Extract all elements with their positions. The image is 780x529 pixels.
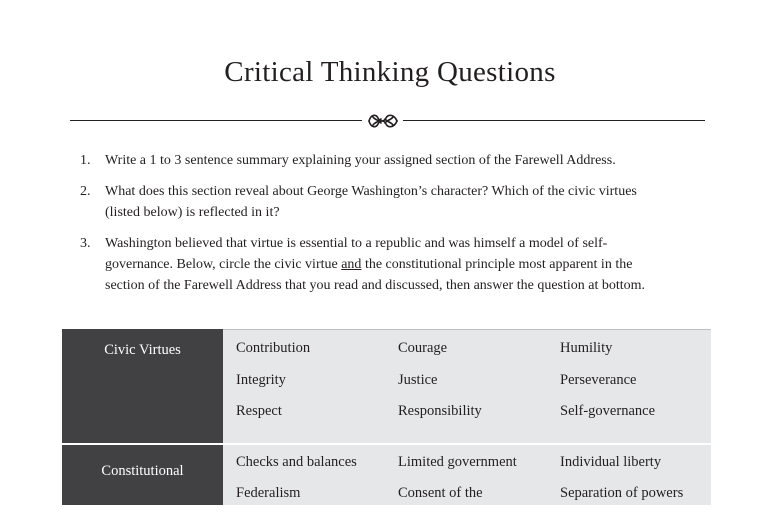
header-line: Constitutional xyxy=(101,463,184,479)
question-number: 2. xyxy=(80,184,91,199)
knot-ornament-icon xyxy=(367,111,399,131)
principle-option[interactable]: Consent of the xyxy=(398,485,483,501)
virtue-option[interactable]: Perseverance xyxy=(560,372,637,388)
question-text-line: Washington believed that virtue is essential to a republic and was himself a model of self- xyxy=(105,236,608,251)
principle-option[interactable]: Separation of powers xyxy=(560,485,684,501)
constitutional-principles-options xyxy=(223,445,711,505)
constitutional-principles-row xyxy=(62,445,711,527)
header-line: Principles xyxy=(113,511,172,527)
question-text-segment: the constitutional principle most apparent in the xyxy=(361,257,633,272)
question-3 xyxy=(80,233,720,296)
question-number: 3. xyxy=(80,236,91,251)
constitutional-principles-header xyxy=(62,445,223,527)
question-text-line: What does this section reveal about George Washington’s character? Which of the civic virtues xyxy=(105,184,637,199)
virtue-option[interactable]: Courage xyxy=(398,340,448,356)
principle-option[interactable]: Federalism xyxy=(236,485,301,501)
virtue-option[interactable]: Respect xyxy=(236,403,282,419)
question-text-line xyxy=(105,254,720,275)
principle-option[interactable]: Limited government xyxy=(398,454,517,470)
principle-option[interactable]: Individual liberty xyxy=(560,454,662,470)
table-top-border xyxy=(223,329,711,330)
page-title: Critical Thinking Questions xyxy=(224,56,556,88)
title-rule-right xyxy=(403,120,705,121)
question-text-segment: governance. Below, circle the civic virtue xyxy=(105,257,342,272)
question-number: 1. xyxy=(80,153,91,168)
question-text: Write a 1 to 3 sentence summary explaining your assigned section of the Farewell Address. xyxy=(105,153,616,168)
civic-virtues-header-label: Civic Virtues xyxy=(104,342,181,358)
virtue-option[interactable]: Integrity xyxy=(236,372,286,388)
civic-virtues-header xyxy=(62,329,223,443)
question-text-line: (listed below) is reflected in it? xyxy=(105,205,280,220)
virtue-option[interactable]: Responsibility xyxy=(398,403,482,419)
virtue-option[interactable]: Humility xyxy=(560,340,613,356)
virtue-option[interactable]: Contribution xyxy=(236,340,311,356)
principle-option[interactable]: Checks and balances xyxy=(236,454,357,470)
underlined-word: and xyxy=(341,257,362,272)
virtues-principles-table xyxy=(62,329,711,527)
question-text-line: section of the Farewell Address that you read and discussed, then answer the question at bottom. xyxy=(105,278,646,293)
civic-virtues-options xyxy=(223,329,711,443)
question-2 xyxy=(80,181,720,223)
constitutional-principles-header-label xyxy=(62,445,223,529)
civic-virtues-row xyxy=(62,329,711,443)
virtue-option[interactable]: Self-governance xyxy=(560,403,656,419)
title-rule-left xyxy=(70,120,362,121)
question-1 xyxy=(80,150,720,171)
virtue-option[interactable]: Justice xyxy=(398,372,438,388)
